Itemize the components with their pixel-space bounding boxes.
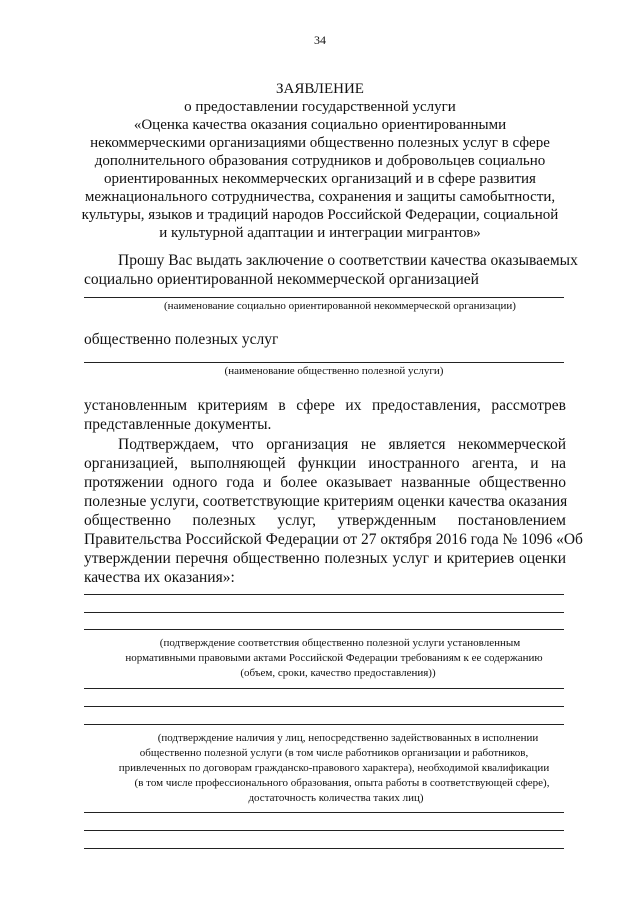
service-name-field-line — [84, 362, 564, 363]
request-line: социально ориентированной некоммерческой организацией — [84, 271, 479, 288]
fill-in-line — [84, 812, 564, 813]
request-line: установленным критериям в сфере их предоставления, рассмотрев — [84, 397, 566, 414]
staff-caption-line: достаточность количества таких лиц) — [248, 792, 424, 804]
document-title: ЗАЯВЛЕНИЕ — [276, 81, 364, 97]
compliance-caption-line: (объем, сроки, качество предоставления)) — [240, 667, 436, 679]
fill-in-line — [84, 629, 564, 630]
fill-in-line — [84, 612, 564, 613]
fill-in-line — [84, 724, 564, 725]
request-line: Прошу Вас выдать заключение о соответствии качества оказываемых — [118, 252, 578, 269]
heading-line: о предоставлении государственной услуги — [184, 99, 456, 115]
staff-caption-line: общественно полезной услуги (в том числе работников организации и работников, — [139, 747, 529, 759]
confirm-line: качества их оказания»: — [84, 569, 235, 586]
service-name-caption: (наименование общественно полезной услуги) — [224, 365, 444, 377]
confirm-line: полезные услуги, соответствующие критериям оценки качества оказания — [84, 493, 568, 510]
fill-in-line — [84, 594, 564, 595]
services-label: общественно полезных услуг — [84, 331, 279, 348]
heading-line: ориентированных некоммерческих организаций и в сфере развития — [104, 171, 536, 187]
staff-caption-line: привлеченных по договорам гражданско-правового характера), необходимой квалификации — [118, 762, 550, 774]
staff-caption-line: (в том числе профессионального образования, опыта работы в соответствующей сфере), — [134, 777, 550, 789]
heading-line: некоммерческими организациями общественно полезных услуг в сфере — [90, 135, 550, 151]
fill-in-line — [84, 848, 564, 849]
heading-line: «Оценка качества оказания социально ориентированными — [133, 117, 507, 133]
confirm-line: организацией, выполняющей функции иностранного агента, и на — [84, 455, 566, 472]
confirm-line: общественно полезных услуг, утвержденным постановлением — [84, 512, 566, 529]
heading-line: дополнительного образования сотрудников и добровольцев социально — [94, 153, 546, 169]
fill-in-line — [84, 688, 564, 689]
heading-line: межнационального сотрудничества, сохранения и защиты самобытности, — [84, 189, 556, 205]
request-line: представленные документы. — [84, 416, 272, 433]
fill-in-line — [84, 706, 564, 707]
confirm-line: утверждении перечня общественно полезных услуг и критериев оценки — [84, 550, 566, 567]
org-name-field-line — [84, 297, 564, 298]
heading-line: культуры, языков и традиций народов Российской Федерации, социальной — [81, 207, 559, 223]
confirm-line: Правительства Российской Федерации от 27 октября 2016 года № 1096 «Об — [84, 531, 583, 548]
compliance-caption-line: нормативными правовыми актами Российской Федерации требованиям к ее содержанию — [125, 652, 543, 664]
page-number: 34 — [314, 33, 326, 47]
fill-in-line — [84, 830, 564, 831]
compliance-caption-line: (подтверждение соответствия общественно полезной услуги установленным — [159, 637, 521, 649]
staff-caption-line: (подтверждение наличия у лиц, непосредственно задействованных в исполнении — [157, 732, 539, 744]
confirm-line: Подтверждаем, что организация не является некоммерческой — [118, 436, 566, 453]
heading-line: и культурной адаптации и интеграции мигрантов» — [159, 225, 481, 241]
confirm-line: протяжении одного года и более оказывает названные общественно — [84, 474, 566, 491]
org-name-caption: (наименование социально ориентированной некоммерческой организации) — [164, 300, 516, 312]
